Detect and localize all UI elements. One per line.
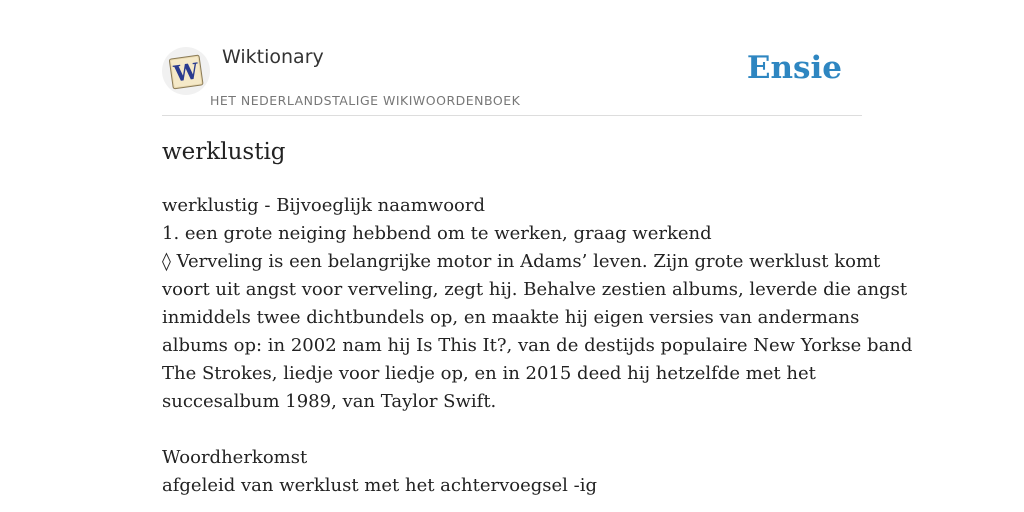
definition-line: 1. een grote neiging hebbend om te werken, graag werkend (162, 223, 712, 244)
wiktionary-logo-icon[interactable] (162, 47, 210, 95)
example-line: ◊ Verveling is een belangrijke motor in Adams’ leven. Zijn grote werklust komt (162, 251, 881, 272)
header-divider (162, 115, 862, 116)
example-line: The Strokes, liedje voor liedje op, en in 2015 deed hij hetzelfde met het (162, 363, 816, 384)
page-title: werklustig (162, 139, 286, 165)
example-line: albums op: in 2002 nam hij Is This It?, van de destijds populaire New Yorkse band (162, 335, 913, 356)
page-card (162, 0, 913, 512)
example-line: voort uit angst voor verveling, zegt hij. Behalve zestien albums, leverde die angst (162, 279, 908, 300)
ensie-brand-link[interactable]: Ensie (746, 50, 842, 86)
logo-letter: W (172, 58, 201, 88)
etymology-text: afgeleid van werklust met het achtervoegsel -ig (162, 475, 597, 496)
example-line: succesalbum 1989, van Taylor Swift. (162, 391, 497, 412)
example-line: inmiddels twee dichtbundels op, en maakte hij eigen versies van andermans (162, 307, 860, 328)
site-name[interactable]: Wiktionary (222, 46, 324, 68)
site-tagline: HET NEDERLANDSTALIGE WIKIWOORDENBOEK (210, 93, 521, 108)
logo-tile-graphic (162, 47, 210, 95)
entry-content (162, 192, 913, 500)
etymology-heading: Woordherkomst (162, 447, 308, 468)
section-spacer (162, 416, 862, 444)
part-of-speech-line: werklustig - Bijvoeglijk naamwoord (162, 195, 485, 216)
